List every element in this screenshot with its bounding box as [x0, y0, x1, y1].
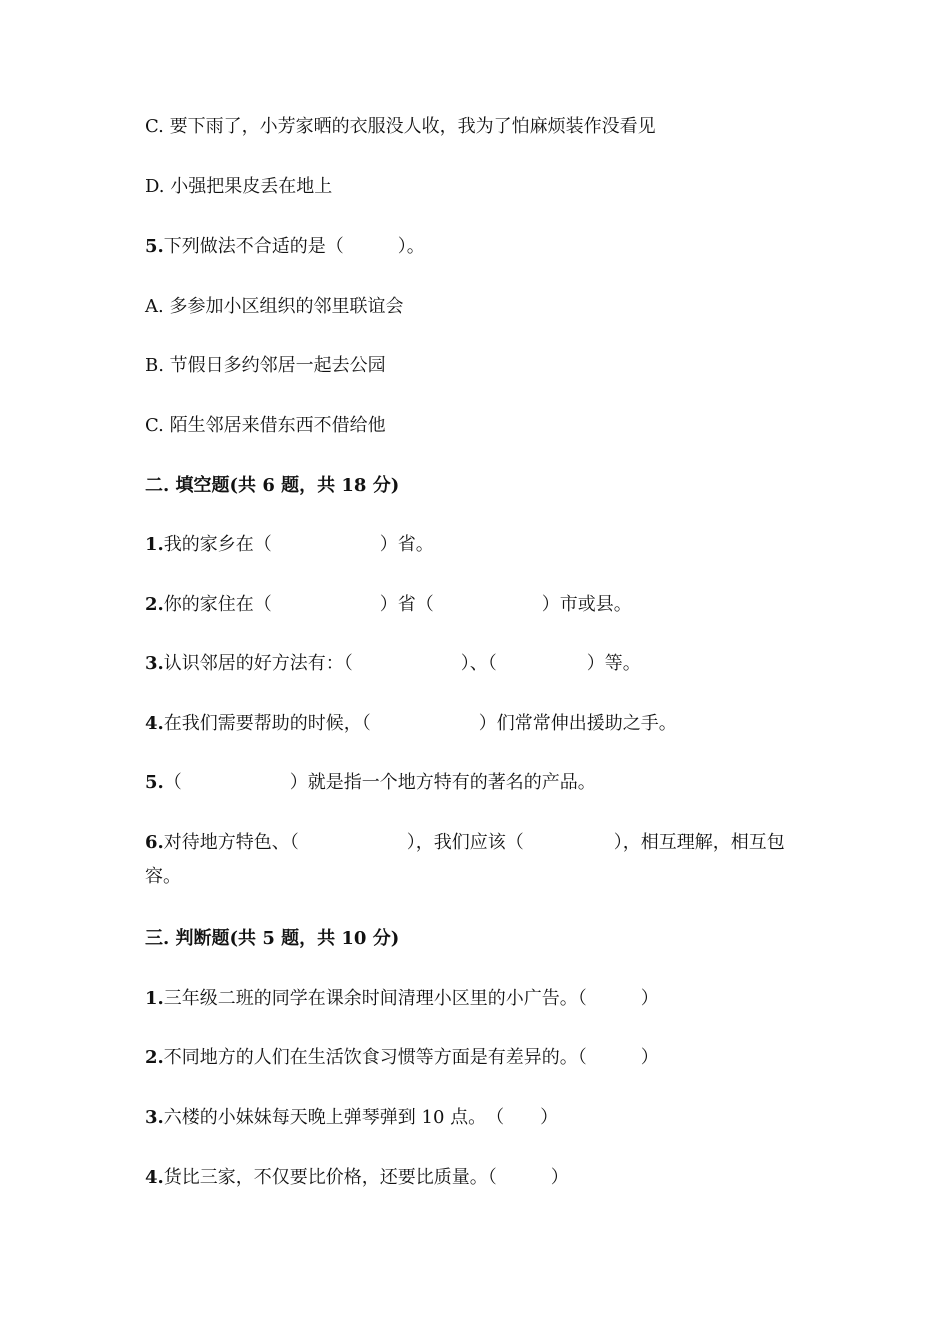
question-text: 对待地方特色、（ ），我们应该（ ），相互理解，相互包容。	[145, 832, 785, 887]
fill-blank-4	[145, 707, 825, 741]
fill-blank-5	[145, 766, 825, 800]
section-title: 二. 填空题(共 6 题，共 18 分)	[145, 475, 400, 496]
question-text: 不同地方的人们在生活饮食习惯等方面是有差异的。（ ）	[163, 1047, 659, 1068]
question-text: 三年级二班的同学在课余时间清理小区里的小广告。（ ）	[163, 988, 659, 1009]
option-text: B. 节假日多约邻居一起去公园	[145, 355, 386, 376]
true-false-2	[145, 1041, 825, 1075]
question-text: 我的家乡在（ ）省。	[163, 534, 434, 555]
fill-blank-1	[145, 528, 825, 562]
question-number: 5.	[145, 236, 164, 257]
fill-blank-6	[145, 826, 815, 894]
q4-option-d	[145, 170, 825, 204]
question-number: 1.	[145, 534, 164, 555]
section-title: 三. 判断题(共 5 题，共 10 分)	[145, 928, 400, 949]
question-text: 货比三家，不仅要比价格，还要比质量。（ ）	[163, 1167, 569, 1188]
question-text: 在我们需要帮助的时候，（ ）们常常伸出援助之手。	[163, 713, 677, 734]
question-number: 5.	[145, 772, 164, 793]
question-number: 3.	[145, 653, 164, 674]
question-5	[145, 230, 825, 264]
section-2-heading	[145, 469, 825, 503]
option-text: D. 小强把果皮丢在地上	[145, 176, 333, 197]
question-text: 六楼的小妹妹每天晚上弹琴弹到 10 点。 （ ）	[163, 1107, 559, 1128]
fill-blank-2	[145, 588, 825, 622]
q4-option-c	[145, 110, 825, 144]
true-false-4	[145, 1161, 825, 1195]
question-number: 1.	[145, 988, 164, 1009]
question-number: 2.	[145, 1047, 164, 1068]
q5-option-a	[145, 290, 825, 324]
question-number: 4.	[145, 713, 164, 734]
fill-blank-3	[145, 647, 825, 681]
question-text: 下列做法不合适的是（ ）。	[163, 236, 425, 257]
section-3-heading	[145, 922, 825, 956]
question-text: （ ）就是指一个地方特有的著名的产品。	[163, 772, 596, 793]
option-text: C. 陌生邻居来借东西不借给他	[145, 415, 386, 436]
q5-option-b	[145, 349, 825, 383]
option-text: A. 多参加小区组织的邻里联谊会	[145, 296, 404, 317]
question-text: 你的家住在（ ）省（ ）市或县。	[163, 594, 632, 615]
option-text: C. 要下雨了，小芳家晒的衣服没人收，我为了怕麻烦装作没看见	[145, 116, 656, 137]
question-number: 4.	[145, 1167, 164, 1188]
true-false-1	[145, 982, 825, 1016]
q5-option-c	[145, 409, 825, 443]
true-false-3	[145, 1101, 825, 1135]
question-number: 3.	[145, 1107, 164, 1128]
question-number: 2.	[145, 594, 164, 615]
question-text: 认识邻居的好方法有：（ ）、（ ）等。	[163, 653, 641, 674]
question-number: 6.	[145, 832, 164, 853]
